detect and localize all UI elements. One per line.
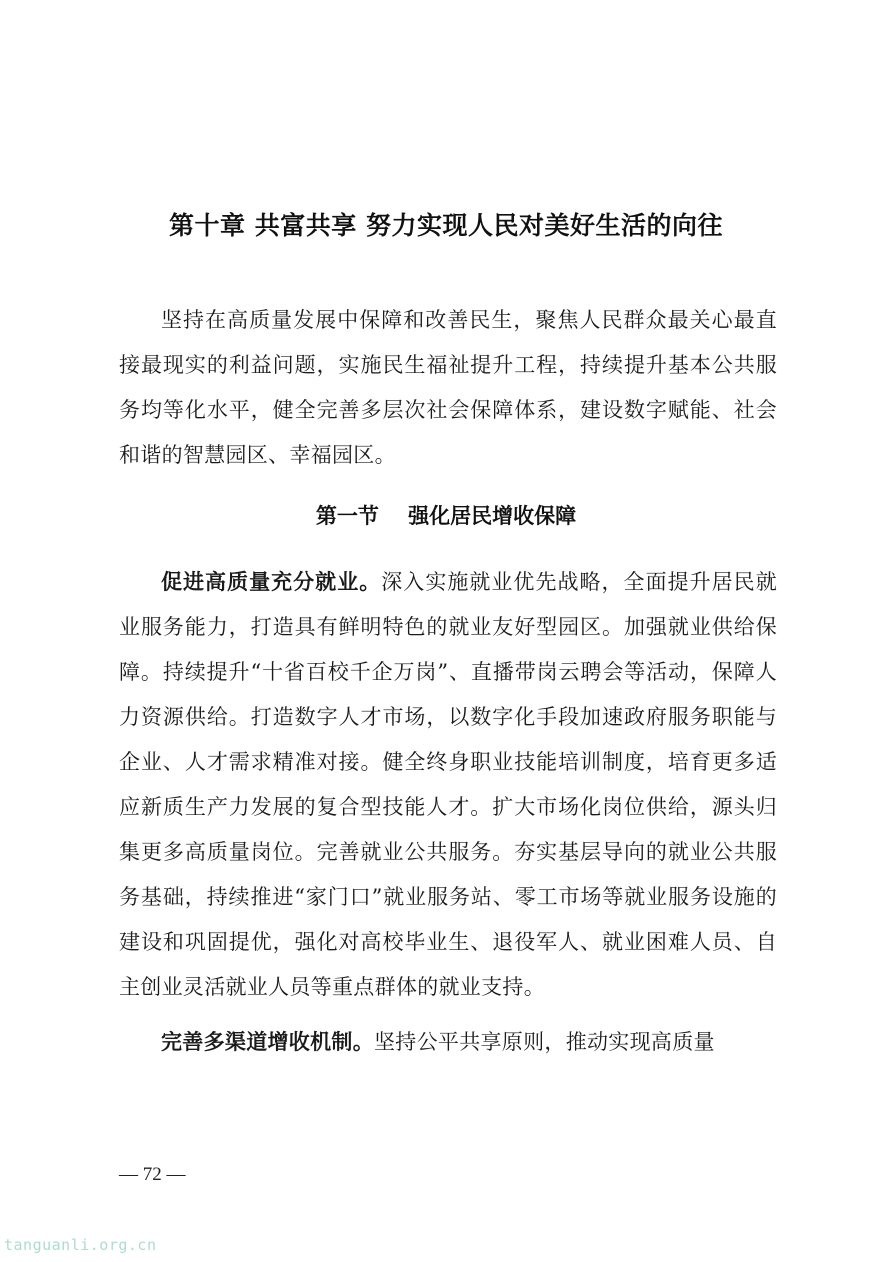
section-title-text: 第一节 强化居民增收保障 [315, 504, 577, 528]
income-lead: 完善多渠道增收机制。 [161, 1030, 374, 1054]
site-watermark: tanguanli.org.cn [4, 1236, 157, 1254]
employment-lead: 促进高质量充分就业。 [161, 570, 382, 594]
intro-paragraph: 坚持在高质量发展中保障和改善民生，聚焦人民群众最关心最直接最现实的利益问题，实施民生福祉提升工程，持续提升基本公共服务均等化水平，健全完善多层次社会保障体系，建设数字赋能、社会和谐的智慧园区、幸福园区。 [119, 308, 777, 467]
income-paragraph [119, 1020, 777, 1065]
section-title [0, 498, 892, 534]
income-body: 坚持公平共享原则，推动实现高质量 [374, 1030, 715, 1054]
page-number: — 72 — [119, 1164, 186, 1185]
chapter-title: 第十章 共富共享 努力实现人民对美好生活的向往 [169, 211, 723, 240]
employment-body: 深入实施就业优先战略，全面提升居民就业服务能力，打造具有鲜明特色的就业友好型园区。加强就业供给保障。持续提升“十省百校千企万岗”、直播带岗云聘会等活动，保障人力资源供给。打造数字人才市场，以数字化手段加速政府服务职能与企业、人才需求精准对接。健全终身职业技能培训制度，培育更多适应新质生产力发展的复合型技能人才。扩大市场化岗位供给，源头归集更多高质量岗位。完善就业公共服务。夯实基层导向的就业公共服务基础，持续推进“家门口”就业服务站、零工市场等就业服务设施的建设和巩固提优，强化对高校毕业生、退役军人、就业困难人员、自主创业灵活就业人员等重点群体的就业支持。 [119, 570, 778, 999]
employment-paragraph [119, 560, 777, 1010]
